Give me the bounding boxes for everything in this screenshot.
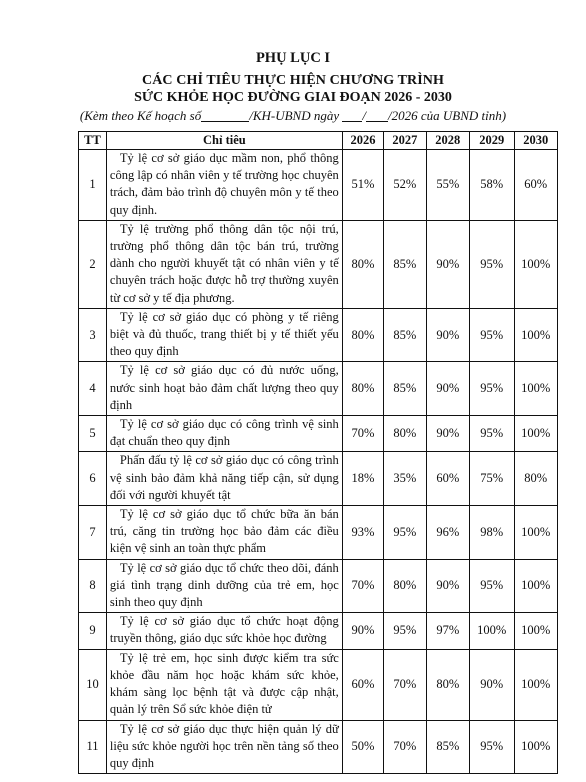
row-number: 5 (79, 416, 107, 452)
table-row (79, 720, 558, 774)
value-2029: 98% (470, 506, 514, 560)
indicator-label: Tỷ lệ cơ sở giáo dục tổ chức theo dõi, đánh giá tình trạng dinh dưỡng của trẻ em, học sinh theo quy định (109, 560, 339, 610)
indicator-label: Tỷ lệ cơ sở giáo dục có công trình vệ sinh đạt chuẩn theo quy định (109, 417, 339, 449)
table-row (79, 559, 558, 613)
value-2028: 80% (426, 649, 469, 720)
value-2030: 100% (514, 416, 558, 452)
value-2026: 51% (342, 150, 383, 221)
value-2030: 80% (514, 452, 558, 506)
value-2030: 100% (514, 308, 558, 362)
indicator-table (78, 131, 558, 774)
blank-day (342, 109, 362, 122)
value-2028: 90% (426, 559, 469, 613)
row-number: 2 (79, 220, 107, 308)
subtitle-part-1: (Kèm theo Kế hoạch số (79, 108, 202, 123)
value-2026: 80% (342, 362, 383, 416)
table-header-row (79, 132, 558, 150)
indicator-label: Tỷ lệ cơ sở giáo dục có phòng y tế riêng biệt và đủ thuốc, trang thiết bị y tế thiết yếu theo quy định (109, 309, 339, 359)
indicator-label: Tỷ lệ cơ sở giáo dục tổ chức hoạt động truyền thông, giáo dục sức khỏe học đường (109, 614, 339, 646)
indicator-text (106, 452, 342, 506)
indicator-text (106, 649, 342, 720)
value-2026: 18% (342, 452, 383, 506)
value-2030: 60% (514, 150, 558, 221)
value-2030: 100% (514, 649, 558, 720)
value-2030: 100% (514, 362, 558, 416)
doc-title-line-1: CÁC CHỈ TIÊU THỰC HIỆN CHƯƠNG TRÌNH (142, 73, 444, 88)
indicator-text (106, 613, 342, 649)
blank-number (201, 109, 249, 122)
value-2030: 100% (514, 559, 558, 613)
value-2027: 52% (384, 150, 426, 221)
table-row (79, 308, 558, 362)
value-2028: 55% (426, 150, 469, 221)
header-2028: 2028 (426, 132, 469, 150)
table-row (79, 220, 558, 308)
table-row (79, 649, 558, 720)
indicator-label: Tỷ lệ trẻ em, học sinh được kiểm tra sức khỏe đầu năm học hoặc khám sức khỏe, khám sàng lọc bệnh tật và được cập nhật, quản lý trên Sổ sức khỏe điện tử (109, 650, 339, 717)
value-2030: 100% (514, 506, 558, 560)
value-2027: 35% (384, 452, 426, 506)
value-2026: 60% (342, 649, 383, 720)
value-2029: 95% (470, 559, 514, 613)
value-2026: 70% (342, 416, 383, 452)
value-2028: 96% (426, 506, 469, 560)
value-2029: 95% (470, 220, 514, 308)
indicator-text (106, 506, 342, 560)
indicator-label: Tỷ lệ trường phổ thông dân tộc nội trú, trường phổ thông dân tộc bán trú, trường dành cho người khuyết tật có nhân viên y tế chuyên trách hoặc được hỗ trợ thường xuyên từ cơ sở y tế địa phương. (109, 221, 339, 305)
value-2030: 100% (514, 220, 558, 308)
value-2028: 60% (426, 452, 469, 506)
row-number: 7 (79, 506, 107, 560)
value-2029: 95% (470, 416, 514, 452)
row-number: 3 (79, 308, 107, 362)
indicator-label: Tỷ lệ cơ sở giáo dục mầm non, phổ thông công lập có nhân viên y tế trường học chuyên trách, đảm bảo trình độ chuyên môn y tế theo quy định. (109, 151, 339, 217)
value-2027: 85% (384, 308, 426, 362)
value-2027: 85% (384, 362, 426, 416)
header-2030: 2030 (514, 132, 558, 150)
value-2027: 80% (384, 559, 426, 613)
value-2028: 97% (426, 613, 469, 649)
value-2029: 90% (470, 649, 514, 720)
value-2027: 70% (384, 720, 426, 774)
blank-month (366, 109, 388, 122)
indicator-text (106, 416, 342, 452)
header-2029: 2029 (470, 132, 514, 150)
indicator-text (106, 720, 342, 774)
value-2026: 50% (342, 720, 383, 774)
value-2029: 75% (470, 452, 514, 506)
row-number: 9 (79, 613, 107, 649)
table-row (79, 452, 558, 506)
value-2029: 95% (470, 362, 514, 416)
row-number: 8 (79, 559, 107, 613)
value-2026: 93% (342, 506, 383, 560)
header-tt: TT (79, 132, 107, 150)
value-2027: 95% (384, 506, 426, 560)
table-row (79, 362, 558, 416)
subtitle-part-4: /2026 của UBND tỉnh) (388, 108, 507, 123)
table-row (79, 150, 558, 221)
header-indicator: Chỉ tiêu (106, 132, 342, 150)
indicator-label: Phấn đấu tỷ lệ cơ sở giáo dục có công trình vệ sinh bảo đảm khả năng tiếp cận, sử dụng đối với người khuyết tật (109, 453, 339, 502)
value-2028: 90% (426, 362, 469, 416)
value-2028: 90% (426, 220, 469, 308)
table-row (79, 506, 558, 560)
value-2030: 100% (514, 613, 558, 649)
value-2029: 58% (470, 150, 514, 221)
value-2028: 85% (426, 720, 469, 774)
subtitle-part-2: /KH-UBND ngày (249, 108, 340, 123)
indicator-label: Tỷ lệ cơ sở giáo dục có đủ nước uống, nước sinh hoạt bảo đảm chất lượng theo quy định (109, 363, 339, 412)
table-row (79, 416, 558, 452)
subtitle-part-3: / (362, 108, 367, 123)
row-number: 4 (79, 362, 107, 416)
indicator-text (106, 150, 342, 221)
appendix-label: PHỤ LỤC I (255, 50, 331, 66)
indicator-label: Tỷ lệ cơ sở giáo dục tổ chức bữa ăn bán trú, căng tin trường học bảo đảm các điều kiện vệ sinh an toàn thực phẩm (109, 507, 339, 556)
row-number: 10 (79, 649, 107, 720)
value-2028: 90% (426, 416, 469, 452)
value-2026: 90% (342, 613, 383, 649)
row-number: 11 (79, 720, 107, 774)
value-2027: 80% (384, 416, 426, 452)
value-2029: 95% (470, 720, 514, 774)
value-2026: 70% (342, 559, 383, 613)
value-2029: 100% (470, 613, 514, 649)
table-row (79, 613, 558, 649)
indicator-text (106, 362, 342, 416)
row-number: 6 (79, 452, 107, 506)
value-2030: 100% (514, 720, 558, 774)
value-2027: 70% (384, 649, 426, 720)
indicator-text (106, 559, 342, 613)
indicator-label: Tỷ lệ cơ sở giáo dục thực hiện quản lý dữ liệu sức khỏe người học trên nền tảng số theo quy định (109, 721, 339, 770)
value-2027: 85% (384, 220, 426, 308)
doc-title-line-2: SỨC KHỎE HỌC ĐƯỜNG GIAI ĐOẠN 2026 - 2030 (134, 90, 452, 105)
value-2026: 80% (342, 308, 383, 362)
indicator-text (106, 308, 342, 362)
header-2026: 2026 (342, 132, 383, 150)
value-2026: 80% (342, 220, 383, 308)
table-body (79, 150, 558, 774)
value-2029: 95% (470, 308, 514, 362)
header-2027: 2027 (384, 132, 426, 150)
value-2027: 95% (384, 613, 426, 649)
indicator-text (106, 220, 342, 308)
value-2028: 90% (426, 308, 469, 362)
doc-subtitle (0, 108, 586, 124)
row-number: 1 (79, 150, 107, 221)
